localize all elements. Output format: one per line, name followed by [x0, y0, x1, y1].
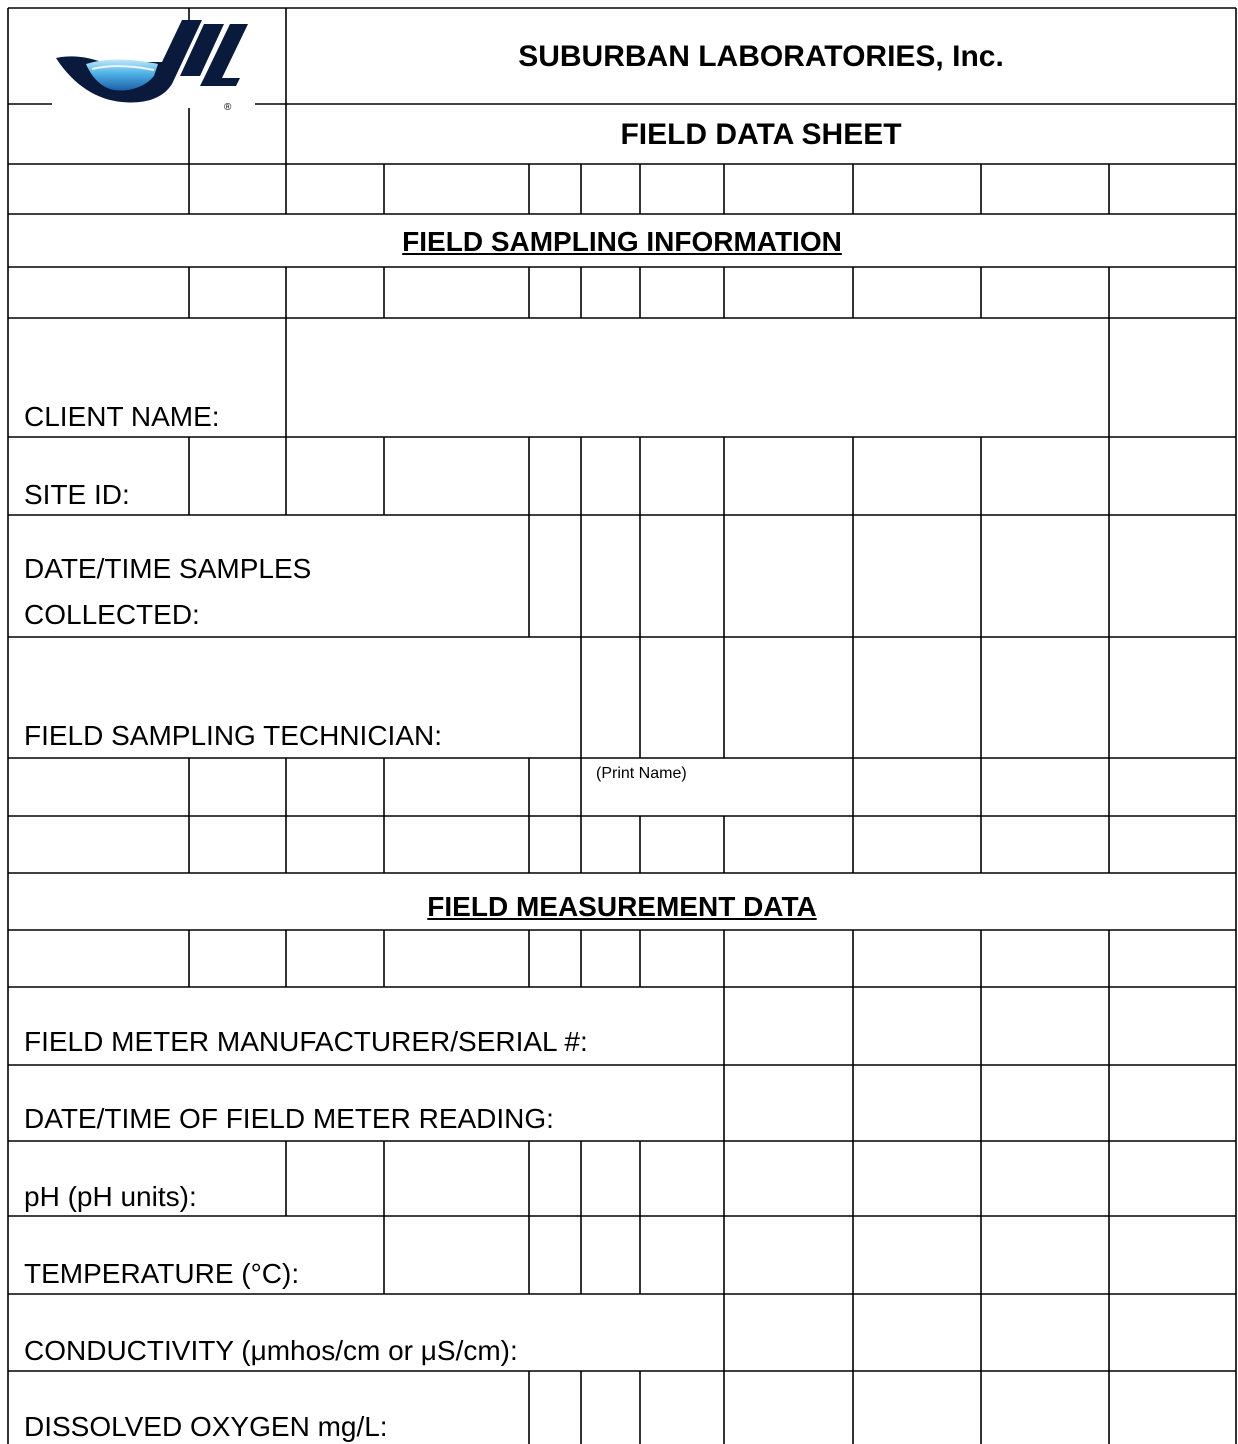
- section-title-sampling: FIELD SAMPLING INFORMATION: [402, 226, 842, 257]
- site-id-label: SITE ID:: [24, 479, 130, 510]
- conductivity-label: CONDUCTIVITY (μmhos/cm or μS/cm):: [24, 1335, 518, 1366]
- registered-mark: ®: [224, 102, 232, 113]
- section-title-measurement: FIELD MEASUREMENT DATA: [427, 891, 817, 922]
- meter-reading-label: DATE/TIME OF FIELD METER READING:: [24, 1103, 554, 1134]
- print-name-hint: (Print Name): [596, 765, 687, 782]
- company-name: SUBURBAN LABORATORIES, Inc.: [518, 40, 1004, 73]
- temperature-label: TEMPERATURE (°C):: [24, 1258, 300, 1289]
- client-name-label: CLIENT NAME:: [24, 401, 220, 432]
- sheet-title: FIELD DATA SHEET: [620, 118, 902, 151]
- date-time-collected-label-line2: COLLECTED:: [24, 599, 200, 630]
- company-logo: [50, 14, 260, 114]
- meter-serial-label: FIELD METER MANUFACTURER/SERIAL #:: [24, 1026, 588, 1057]
- date-time-collected-label-line1: DATE/TIME SAMPLES: [24, 553, 312, 584]
- ph-label: pH (pH units):: [24, 1181, 197, 1212]
- technician-label: FIELD SAMPLING TECHNICIAN:: [24, 720, 443, 751]
- dissolved-oxygen-label: DISSOLVED OXYGEN mg/L:: [24, 1411, 388, 1442]
